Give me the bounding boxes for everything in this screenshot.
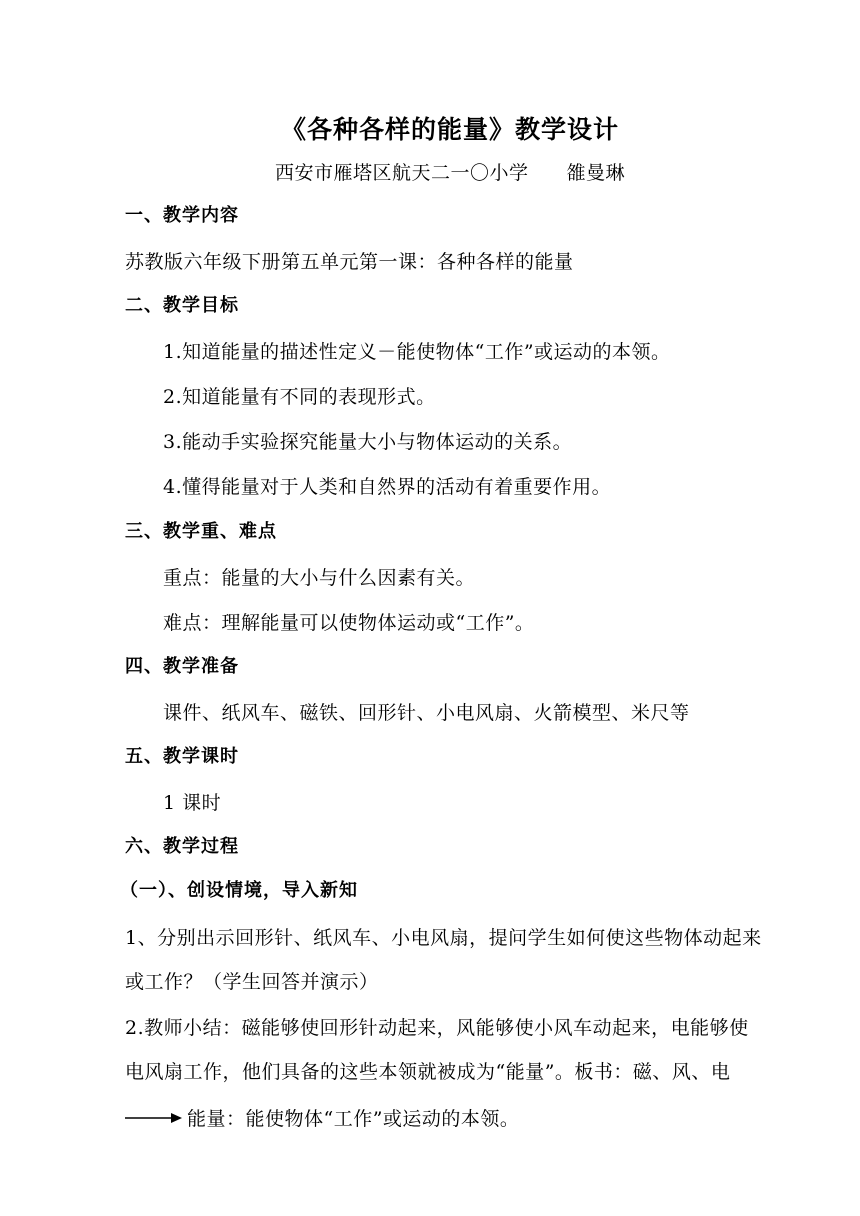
section-heading-key-points: 三、教学重、难点: [125, 521, 277, 542]
section-heading-goals: 二、教学目标: [125, 295, 239, 316]
author-name: 雒曼琳: [566, 162, 626, 184]
goal-item: 3.能动手实验探究能量大小与物体运动的关系。: [163, 431, 573, 453]
process-paragraph-line: 或工作？（学生回答并演示）: [125, 971, 379, 993]
focus-text: 重点：能量的大小与什么因素有关。: [163, 567, 476, 589]
content-text: 苏教版六年级下册第五单元第一课：各种各样的能量: [125, 251, 574, 273]
process-subheading: （一）、创设情境，导入新知: [120, 880, 358, 901]
document-title: 《各种各样的能量》教学设计: [280, 115, 619, 144]
process-paragraph-line: 电风扇工作，他们具备的这些本领就被成为“能量”。板书：磁、风、电: [125, 1061, 731, 1083]
process-paragraph-line: 1、分别出示回形针、纸风车、小电风扇，提问学生如何使这些物体动起来: [125, 927, 762, 949]
section-heading-content: 一、教学内容: [125, 205, 239, 226]
document-subtitle: [275, 158, 625, 185]
section-heading-prep: 四、教学准备: [125, 656, 239, 677]
difficulty-text: 难点：理解能量可以使物体运动或“工作”。: [163, 612, 535, 634]
arrow-definition-line: [125, 1104, 519, 1131]
goal-item: 4.懂得能量对于人类和自然界的活动有着重要作用。: [163, 476, 612, 498]
right-arrow-icon: [125, 1111, 183, 1125]
goal-item: 1.知道能量的描述性定义－能使物体“工作”或运动的本领。: [163, 341, 671, 363]
section-heading-hours: 五、教学课时: [125, 746, 239, 767]
section-heading-process: 六、教学过程: [125, 836, 239, 857]
goal-item: 2.知道能量有不同的表现形式。: [163, 386, 436, 408]
prep-text: 课件、纸风车、磁铁、回形针、小电风扇、火箭模型、米尺等: [163, 702, 690, 724]
hours-text: 1 课时: [163, 792, 222, 814]
school-name: 西安市雁塔区航天二一〇小学: [275, 162, 529, 184]
process-paragraph-line: 2.教师小结：磁能够使回形针动起来，风能够使小风车动起来，电能够使: [125, 1017, 749, 1039]
definition-text: 能量：能使物体“工作”或运动的本领。: [187, 1108, 520, 1130]
